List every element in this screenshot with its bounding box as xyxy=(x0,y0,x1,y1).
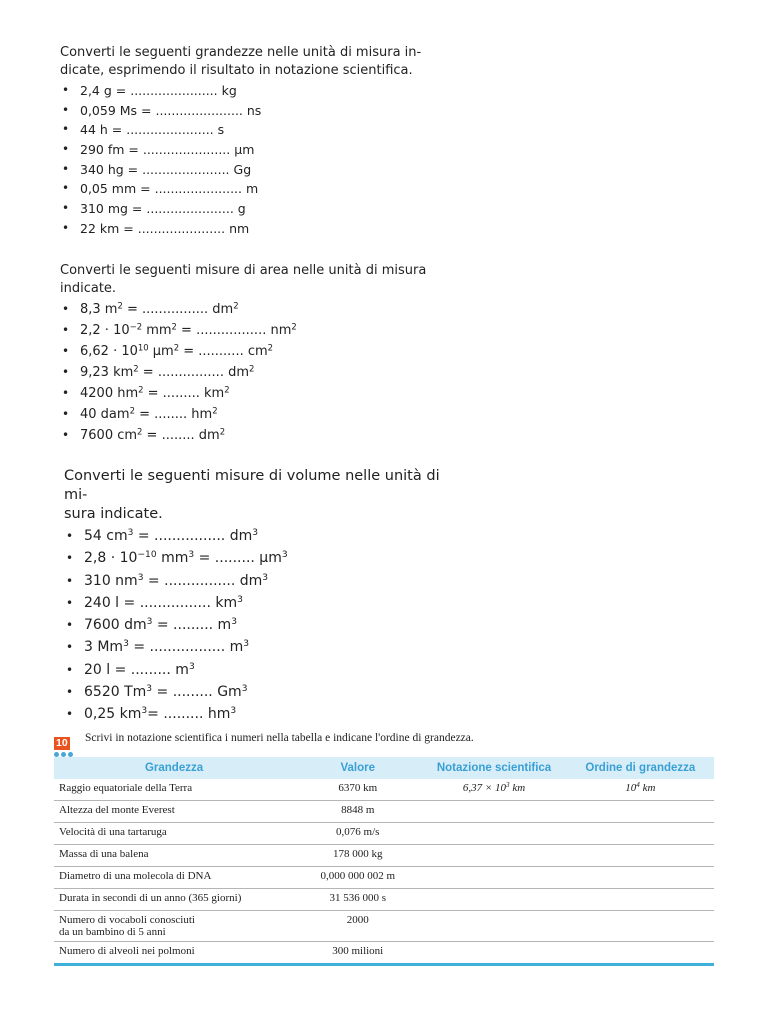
list-item xyxy=(60,320,440,341)
list-item xyxy=(60,81,440,101)
target-unit: µm xyxy=(230,142,255,158)
grandezza-text: Numero di vocaboli conosciuti xyxy=(59,914,195,926)
exponent: 2 xyxy=(219,426,226,437)
cell-grandezza xyxy=(54,889,294,911)
unit: mm xyxy=(142,323,172,338)
answer-blank: ...................... xyxy=(142,142,231,158)
list-item xyxy=(60,425,440,446)
exponent: 2 xyxy=(133,363,139,374)
exponent: 2 xyxy=(212,405,218,416)
cell-grandezza xyxy=(54,801,294,823)
quantity: 240 l = ................ km xyxy=(84,594,238,611)
quantity: 8,3 m xyxy=(80,302,118,317)
list-item xyxy=(64,636,464,658)
answer-blank: = ........... cm xyxy=(179,344,268,359)
target-unit: km xyxy=(199,386,225,401)
instruction-line: Converti le seguenti grandezze nelle unità di misura in- xyxy=(60,45,422,60)
table-row xyxy=(54,823,714,845)
table-row xyxy=(54,911,714,942)
cell-ordine xyxy=(567,845,714,867)
answer-blank: ........ xyxy=(161,428,195,443)
table-row xyxy=(54,889,714,911)
quantity: 9,23 km xyxy=(80,365,134,380)
area-conversion-list xyxy=(60,299,440,446)
exponent: 3 xyxy=(127,528,134,538)
list-item xyxy=(60,404,440,425)
exponent: 2 xyxy=(117,300,123,311)
quantity: 20 l = ......... m xyxy=(84,661,189,678)
target-unit: dm xyxy=(223,365,250,380)
cell-notazione xyxy=(421,779,566,801)
data-table xyxy=(54,757,714,966)
exponent: 2 xyxy=(291,321,297,332)
target-unit: m xyxy=(242,181,259,197)
exponent: 3 xyxy=(241,684,248,695)
table-row xyxy=(54,942,714,965)
instruction-line: Converti le seguenti misure di volume nelle unità di mi- xyxy=(64,468,440,503)
exponent: 2 xyxy=(171,321,177,332)
quantity: 0,25 km xyxy=(84,706,142,723)
exercise-unit-conversion xyxy=(60,44,440,239)
quantity: 340 hg = xyxy=(80,161,143,177)
cell-ordine xyxy=(567,911,714,942)
cell-notazione xyxy=(421,889,566,911)
table-row xyxy=(54,867,714,889)
cell-valore: 6370 km xyxy=(294,779,421,801)
exponent: 3 xyxy=(188,661,195,672)
grandezza-text: Altezza del monte Everest xyxy=(59,804,175,816)
target-unit: g xyxy=(233,201,246,217)
bullet-icon: • xyxy=(62,428,70,442)
answer-blank: ................ xyxy=(142,302,209,317)
cell-grandezza xyxy=(54,779,294,801)
bullet-icon: • xyxy=(66,529,74,543)
grandezza-text: da un bambino di 5 anni xyxy=(59,926,166,938)
answer-blank: = ......... Gm xyxy=(152,684,242,701)
exponent: 3 xyxy=(123,639,129,650)
exponent: 3 xyxy=(281,550,288,561)
quantity: 2,4 g = xyxy=(80,83,131,98)
quantity: 6520 Tm xyxy=(84,684,147,701)
instruction-line: dicate, esprimendo il risultato in notazione scientifica. xyxy=(60,63,413,78)
conversion-list xyxy=(60,81,440,239)
cell-ordine xyxy=(567,889,714,911)
volume-conversion-list xyxy=(64,525,464,726)
instruction-line: Converti le seguenti misure di area nelle unità di misura xyxy=(60,263,427,278)
bullet-icon: • xyxy=(62,365,70,379)
list-item xyxy=(60,140,440,160)
header-grandezza: Grandezza xyxy=(54,757,294,779)
list-item xyxy=(64,681,464,703)
target-unit: kg xyxy=(217,83,237,98)
list-item xyxy=(60,299,440,320)
cell-grandezza xyxy=(54,823,294,845)
header-notazione: Notazione scientifica xyxy=(421,757,566,779)
exercise-volume-conversion xyxy=(64,467,464,726)
cell-ordine xyxy=(567,942,714,965)
bullet-icon: • xyxy=(66,707,74,722)
bullet-icon: • xyxy=(66,595,74,610)
bullet-icon: • xyxy=(62,142,70,157)
answer-blank: = ......... µm xyxy=(194,550,282,567)
list-item xyxy=(64,703,464,725)
exponent: 10 xyxy=(137,342,149,353)
answer-blank: = ................. nm xyxy=(176,323,292,338)
cell-notazione xyxy=(421,845,566,867)
cell-valore: 8848 m xyxy=(294,801,421,823)
cell-grandezza xyxy=(54,845,294,867)
list-item xyxy=(64,547,464,569)
exponent: 3 xyxy=(231,617,237,628)
list-item xyxy=(60,160,440,180)
instruction-line: indicate. xyxy=(60,281,117,296)
exponent: 3 xyxy=(146,617,153,628)
cell-notazione xyxy=(421,911,566,942)
unit: µm xyxy=(148,344,174,359)
answer-blank: ...................... xyxy=(130,83,218,98)
target-unit: Gg xyxy=(229,161,252,177)
grandezza-text: Massa di una balena xyxy=(59,848,149,860)
cell-ordine xyxy=(567,867,714,889)
answer-blank: = ......... m xyxy=(152,617,232,634)
bullet-icon: • xyxy=(62,181,70,196)
bullet-icon: • xyxy=(62,220,70,235)
exercise-number-badge xyxy=(54,731,76,757)
list-item xyxy=(64,659,464,681)
list-item xyxy=(60,383,440,404)
exponent: 2 xyxy=(267,342,274,353)
answer-blank: = ................. m xyxy=(128,639,244,656)
equals: = xyxy=(143,386,163,401)
exercise-instruction: Scrivi in notazione scientifica i numeri nella tabella e indicane l'ordine di grandezza. xyxy=(85,732,474,744)
cell-grandezza xyxy=(54,911,294,942)
bullet-icon: • xyxy=(62,83,70,97)
exponent: 2 xyxy=(233,300,239,311)
exercise-area-conversion xyxy=(60,262,440,446)
quantity: 22 km = xyxy=(80,220,138,236)
exponent: 3 xyxy=(137,572,144,583)
quantity: 2,8 · 10 xyxy=(84,550,138,567)
target-unit: s xyxy=(213,122,225,138)
answer-blank: ...................... xyxy=(154,181,243,197)
grandezza-text: Raggio equatoriale della Terra xyxy=(59,782,193,794)
target-unit: ns xyxy=(242,102,262,118)
target-unit: dm xyxy=(208,302,234,317)
bullet-icon: • xyxy=(66,573,74,588)
list-item xyxy=(64,592,464,614)
bullet-icon: • xyxy=(62,122,70,137)
quantity: 310 mg = xyxy=(80,201,147,217)
cell-valore: 31 536 000 s xyxy=(294,889,421,911)
unit: km xyxy=(509,782,526,794)
cell-valore: 2000 xyxy=(294,911,421,942)
table-header-row xyxy=(54,757,714,779)
answer-blank: ........ xyxy=(154,407,188,422)
exponent: −2 xyxy=(129,321,143,332)
grandezza-text: Numero di alveoli nei polmoni xyxy=(59,945,195,957)
quantity: 3 Mm xyxy=(84,639,124,656)
quantity: 4200 hm xyxy=(80,386,139,401)
exponent: 3 xyxy=(237,594,243,605)
cell-valore: 0,000 000 002 m xyxy=(294,867,421,889)
exponent: 4 xyxy=(636,781,640,790)
header-ordine: Ordine di grandezza xyxy=(567,757,714,779)
table-row xyxy=(54,845,714,867)
cell-notazione xyxy=(421,823,566,845)
cell-valore: 178 000 kg xyxy=(294,845,421,867)
cell-notazione xyxy=(421,801,566,823)
equals: = xyxy=(142,428,162,443)
exercise-number: 10 xyxy=(56,737,68,749)
equals: = xyxy=(122,302,143,317)
answer-blank: = ................ dm xyxy=(133,528,253,544)
cell-valore: 300 milioni xyxy=(294,942,421,965)
target-unit: nm xyxy=(225,220,250,236)
grandezza-text: Durata in secondi di un anno (365 giorni) xyxy=(59,892,242,904)
cell-grandezza xyxy=(54,867,294,889)
exponent: 2 xyxy=(173,342,180,353)
bullet-icon: • xyxy=(62,407,70,421)
bullet-icon: • xyxy=(66,685,74,700)
answer-blank: ...................... xyxy=(146,201,234,217)
equals: = xyxy=(134,407,155,422)
list-item xyxy=(60,362,440,383)
bullet-icon: • xyxy=(66,551,74,566)
list-item xyxy=(60,101,440,121)
list-item xyxy=(60,341,440,362)
exponent: 3 xyxy=(141,706,148,717)
unit: mm xyxy=(156,550,189,567)
exponent: −10 xyxy=(137,550,157,561)
grandezza-text: Diametro di una molecola di DNA xyxy=(59,870,212,882)
quantity: 40 dam xyxy=(80,407,130,422)
bullet-icon: • xyxy=(62,323,70,337)
cell-notazione xyxy=(421,867,566,889)
answer-blank: ...................... xyxy=(137,220,226,236)
cell-ordine xyxy=(567,823,714,845)
notazione-text: 6,37 × 10 xyxy=(462,782,507,794)
list-item xyxy=(64,525,464,547)
list-item xyxy=(60,120,440,140)
instruction-text xyxy=(60,262,440,298)
exponent: 2 xyxy=(224,384,230,395)
bullet-icon: • xyxy=(66,618,74,633)
exponent: 2 xyxy=(137,426,143,437)
answer-blank: = ................ dm xyxy=(143,572,263,589)
list-item xyxy=(60,179,440,199)
list-item xyxy=(60,219,440,239)
bullet-icon: • xyxy=(66,640,74,655)
quantity: 0,05 mm = xyxy=(80,181,155,197)
quantity: 310 nm xyxy=(84,572,138,589)
answer-blank: ................ xyxy=(157,365,224,380)
exponent: 2 xyxy=(129,405,135,416)
instruction-line: sura indicate. xyxy=(64,506,163,522)
equals: = xyxy=(138,365,158,380)
bullet-icon: • xyxy=(62,344,70,358)
answer-blank: ...................... xyxy=(155,102,243,118)
ordine-text: 10 xyxy=(625,782,637,794)
list-item xyxy=(64,570,464,592)
bullet-icon: • xyxy=(62,102,70,117)
instruction-text xyxy=(64,467,464,524)
bullet-icon: • xyxy=(62,201,70,216)
answer-blank: ......... xyxy=(162,386,200,401)
cell-ordine xyxy=(567,779,714,801)
exponent: 2 xyxy=(138,384,144,395)
cell-grandezza xyxy=(54,942,294,965)
cell-notazione xyxy=(421,942,566,965)
exponent: 3 xyxy=(252,528,259,538)
cell-valore: 0,076 m/s xyxy=(294,823,421,845)
exponent: 3 xyxy=(188,550,195,561)
exponent: 3 xyxy=(506,781,510,790)
quantity: 44 h = xyxy=(80,122,127,138)
quantity: 6,62 · 10 xyxy=(80,344,138,359)
list-item xyxy=(60,199,440,219)
exponent: 2 xyxy=(249,363,255,374)
table-row xyxy=(54,779,714,801)
quantity: 54 cm xyxy=(84,528,128,544)
quantity: 0,059 Ms = xyxy=(80,102,156,118)
instruction-text xyxy=(60,44,440,80)
exponent: 3 xyxy=(262,572,269,583)
quantity: 7600 cm xyxy=(80,428,138,443)
cell-ordine xyxy=(567,801,714,823)
quantity: 290 fm = xyxy=(80,142,143,158)
table-row xyxy=(54,801,714,823)
list-item xyxy=(64,614,464,636)
exponent: 3 xyxy=(146,684,153,695)
header-valore: Valore xyxy=(294,757,421,779)
quantity: 7600 dm xyxy=(84,617,147,634)
bullet-icon: • xyxy=(62,161,70,176)
exponent: 3 xyxy=(230,706,237,717)
bullet-icon: • xyxy=(62,386,70,400)
target-unit: hm xyxy=(187,407,213,422)
answer-blank: ...................... xyxy=(142,161,230,177)
answer-blank: ...................... xyxy=(126,122,214,138)
unit: km xyxy=(639,782,656,794)
answer-blank: = ......... hm xyxy=(147,706,231,723)
quantity: 2,2 · 10 xyxy=(80,323,130,338)
target-unit: dm xyxy=(194,428,220,443)
bullet-icon: • xyxy=(62,302,70,316)
bullet-icon: • xyxy=(66,662,74,677)
exponent: 3 xyxy=(243,639,250,650)
grandezza-text: Velocità di una tartaruga xyxy=(59,826,167,838)
